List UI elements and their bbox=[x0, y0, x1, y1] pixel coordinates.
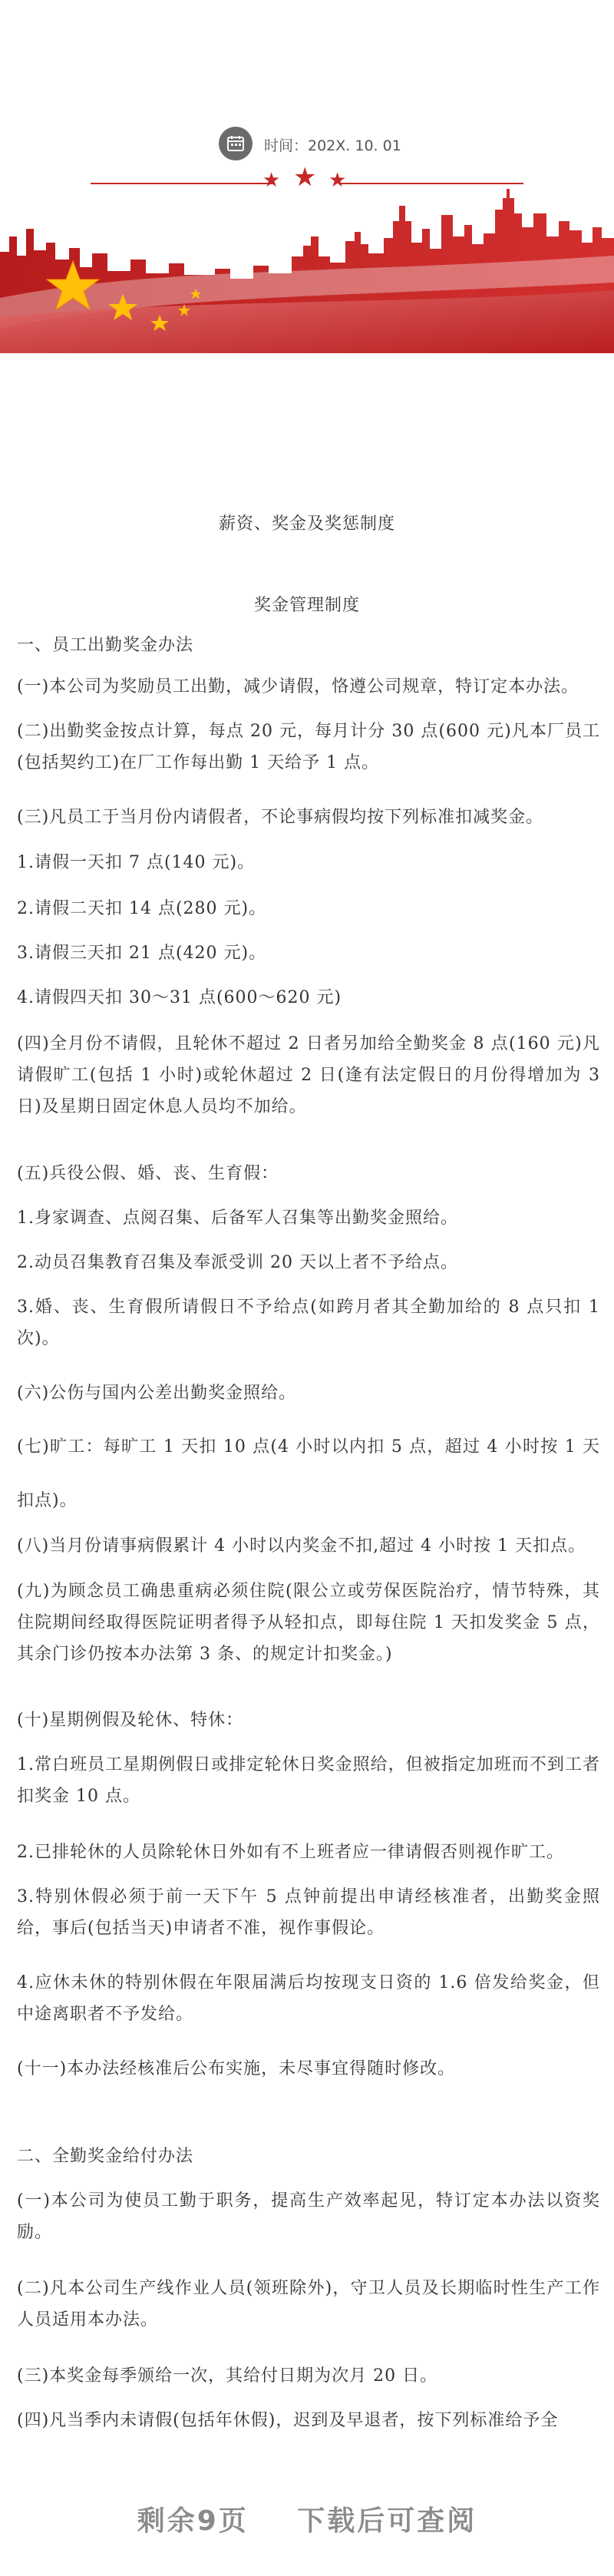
document-header bbox=[0, 0, 614, 353]
paragraph: (九)为顾念员工确患重病必须住院(限公立或劳保医院治疗，情节特殊，其住院期间经取得医院证明者得予从轻扣点，即每住院 1 天扣发奖金 5 点，其余门诊仍按本办法第 3 条、的规定计扣奖金。) bbox=[17, 1582, 600, 1664]
paragraph: (二)凡本公司生产线作业人员(领班除外)，守卫人员及长期临时性生产工作人员适用本办法。 bbox=[17, 2279, 600, 2330]
paragraph: (五)兵役公假、婚、丧、生育假： bbox=[17, 1164, 279, 1183]
list-item: 3.婚、丧、生育假所请假日不予给点(如跨月者其全勤加给的 8 点只扣 1 次)。 bbox=[17, 1298, 600, 1348]
star-icon: ★ bbox=[328, 169, 347, 192]
paragraph: (三)凡员工于当月份内请假者，不论事病假均按下列标准扣减奖金。 bbox=[17, 808, 544, 827]
list-item: 1.身家调查、点阅召集、后备军人召集等出勤奖金照给。 bbox=[17, 1209, 458, 1228]
document-title: 薪资、奖金及奖惩制度 bbox=[218, 514, 395, 534]
list-item: 2.请假二天扣 14 点(280 元)。 bbox=[17, 899, 267, 918]
list-item: 1.常白班员工星期例假日或排定轮休日奖金照给，但被指定加班而不到工者扣奖金 10 点。 bbox=[17, 1755, 600, 1806]
city-skyline-banner bbox=[0, 183, 614, 353]
paragraph: (十)星期例假及轮休、特休： bbox=[17, 1711, 244, 1730]
paragraph: (三)本奖金每季颁给一次，其给付日期为次月 20 日。 bbox=[17, 2366, 438, 2386]
list-item: 3.请假三天扣 21 点(420 元)。 bbox=[17, 944, 267, 963]
list-item: 2.动员召集教育召集及奉派受训 20 天以上者不予给点。 bbox=[17, 1253, 458, 1272]
section-subtitle: 奖金管理制度 bbox=[253, 596, 360, 615]
list-item: 3.特别休假必须于前一天下午 5 点钟前提出申请经核准者，出勤奖金照给，事后(包括当天)申请者不准，视作事假论。 bbox=[17, 1887, 600, 1938]
paragraph: (四)凡当季内未请假(包括年休假)，迟到及早退者，按下列标准给予全 bbox=[17, 2411, 559, 2430]
time-label: 时间：202X. 10. 01 bbox=[264, 137, 401, 154]
paragraph: (一)本公司为奖励员工出勤，减少请假，恪遵公司规章，特订定本办法。 bbox=[17, 677, 579, 696]
list-item: 4.应休未休的特别休假在年限届满后均按现支日资的 1.6 倍发给奖金，但中途离职者不予发给。 bbox=[17, 1973, 600, 2024]
paragraph: (七)旷工：每旷工 1 天扣 10 点(4 小时以内扣 5 点，超过 4 小时按 1 天扣点)。 bbox=[17, 1437, 600, 1510]
remaining-pages-label: 剩余9页 bbox=[137, 2505, 249, 2537]
preview-limit-footer bbox=[0, 2453, 614, 2576]
list-item: 2.已排轮休的人员除轮休日外如有不上班者应一律请假否则视作旷工。 bbox=[17, 1843, 564, 1862]
paragraph: (四)全月份不请假，且轮休不超过 2 日者另加给全勤奖金 8 点(160 元)凡请假旷工(包括 1 小时)或轮休超过 2 日(逢有法定假日的月份得增加为 3 日)及星期日固定休息人员均不加给。 bbox=[17, 1034, 600, 1116]
paragraph: (八)当月份请事病假累计 4 小时以内奖金不扣,超过 4 小时按 1 天扣点。 bbox=[17, 1536, 586, 1556]
section-heading: 一、员工出勤奖金办法 bbox=[17, 636, 194, 655]
section-heading: 二、全勤奖金给付办法 bbox=[17, 2147, 194, 2166]
paragraph: (一)本公司为使员工勤于职务，提高生产效率起见，特订定本办法以资奖励。 bbox=[17, 2191, 600, 2242]
paragraph: (六)公伤与国内公差出勤奖金照给。 bbox=[17, 1384, 297, 1403]
star-icon: ★ bbox=[262, 169, 281, 192]
download-to-view-label: 下载后可查阅 bbox=[297, 2505, 477, 2537]
download-prompt[interactable] bbox=[0, 2499, 614, 2538]
star-icon: ★ bbox=[293, 162, 317, 193]
paragraph: (二)出勤奖金按点计算，每点 20 元，每月计分 30 点(600 元)凡本厂员工(包括契约工)在厂工作每出勤 1 天给予 1 点。 bbox=[17, 722, 600, 772]
list-item: 4.请假四天扣 30～31 点(600～620 元) bbox=[17, 988, 342, 1007]
calendar-icon bbox=[219, 127, 253, 160]
paragraph: (十一)本办法经核准后公布实施，未尽事宜得随时修改。 bbox=[17, 2059, 456, 2078]
list-item: 1.请假一天扣 7 点(140 元)。 bbox=[17, 853, 256, 872]
publish-time bbox=[0, 127, 614, 160]
